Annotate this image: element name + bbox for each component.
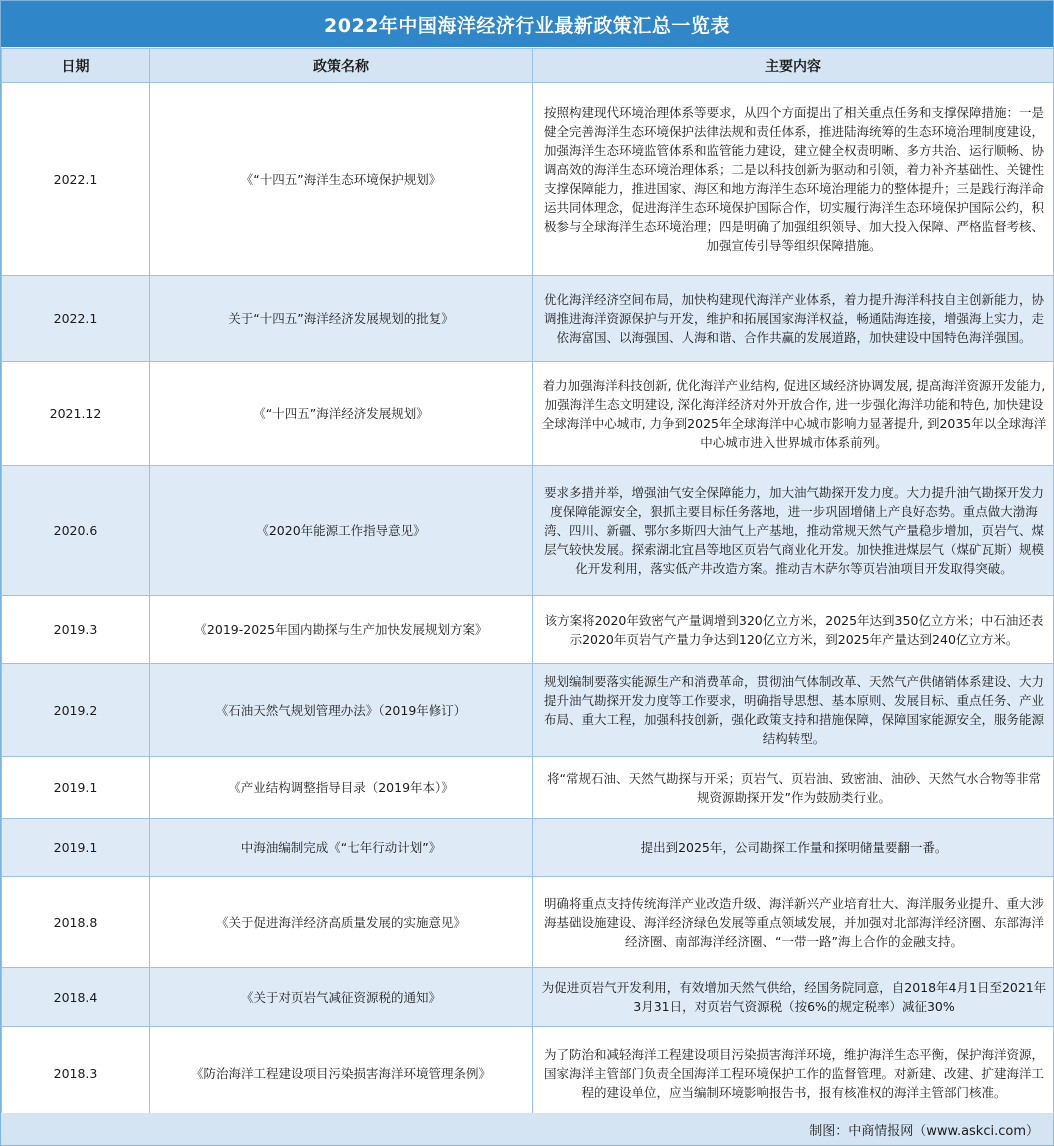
- policy-name: 《石油天然气规划管理办法》（2019年修订）: [150, 664, 533, 757]
- policy-date: 2022.1: [2, 276, 150, 362]
- policy-content: 该方案将2020年致密气产量调增到320亿立方米，2025年达到350亿立方米；中石油还表示2020年页岩气产量力争达到120亿立方米，到2025年产量达到240亿立方米。: [533, 596, 1054, 664]
- policy-content: 将“常规石油、天然气勘探与开采；页岩气、页岩油、致密油、油砂、天然气水合物等非常规资源勘探开发”作为鼓励类行业。: [533, 757, 1054, 819]
- table-row: [2, 276, 1054, 362]
- policy-date: 2018.4: [2, 968, 150, 1027]
- policy-date: 2019.1: [2, 757, 150, 819]
- column-header-policy-name: 政策名称: [150, 49, 533, 83]
- policy-date: 2019.2: [2, 664, 150, 757]
- table-row: [2, 83, 1054, 276]
- policy-name: 《2019-2025年国内勘探与生产加快发展规划方案》: [150, 596, 533, 664]
- policy-name: 《产业结构调整指导目录（2019年本）》: [150, 757, 533, 819]
- policy-content: 优化海洋经济空间布局，加快构建现代海洋产业体系，着力提升海洋科技自主创新能力，协调推进海洋资源保护与开发，维护和拓展国家海洋权益，畅通陆海连接，增强海上实力，走依海富国、以海强国、人海和谐、合作共赢的发展道路，加快建设中国特色海洋强国。: [533, 276, 1054, 362]
- policy-name: 关于“十四五”海洋经济发展规划的批复》: [150, 276, 533, 362]
- policy-name: 《关于对页岩气减征资源税的通知》: [150, 968, 533, 1027]
- table-row: [2, 466, 1054, 596]
- policy-content: 为了防治和减轻海洋工程建设项目污染损害海洋环境，维护海洋生态平衡，保护海洋资源，国家海洋主管部门负责全国海洋工程环境保护工作的监督管理。对新建、改建、扩建海洋工程的建设单位，应当编制环境影响报告书，报有核准权的海洋主管部门核准。: [533, 1027, 1054, 1120]
- table-body: [2, 83, 1054, 1120]
- policy-content: 为促进页岩气开发利用，有效增加天然气供给，经国务院同意，自2018年4月1日至2021年3月31日，对页岩气资源税（按6%的规定税率）减征30%: [533, 968, 1054, 1027]
- table-row: [2, 968, 1054, 1027]
- table-row: [2, 664, 1054, 757]
- table-row: [2, 1027, 1054, 1120]
- policy-date: 2022.1: [2, 83, 150, 276]
- policy-name: 《“十四五”海洋经济发展规划》: [150, 362, 533, 466]
- table-row: [2, 362, 1054, 466]
- policy-content: 规划编制要落实能源生产和消费革命，贯彻油气体制改革、天然气产供储销体系建设、大力提升油气勘探开发力度等工作要求，明确指导思想、基本原则、发展目标、重点任务、产业布局、重大工程，加强科技创新，强化政策支持和措施保障，保障国家能源安全，服务能源结构转型。: [533, 664, 1054, 757]
- policy-content: 按照构建现代环境治理体系等要求，从四个方面提出了相关重点任务和支撑保障措施：一是健全完善海洋生态环境保护法律法规和责任体系，推进陆海统筹的生态环境治理制度建设，加强海洋生态环境监管体系和监管能力建设，建立健全权责明晰、多方共治、运行顺畅、协调高效的海洋生态环境治理体系；二是以科技创新为驱动和引领，着力补齐基础性、关键性支撑保障能力，推进国家、海区和地方海洋生态环境治理能力的整体提升；三是践行海洋命运共同体理念，促进海洋生态环境保护国际合作，切实履行海洋生态环境保护国际公约，积极参与全球海洋生态环境治理；四是明确了加强组织领导、加大投入保障、严格监督考核、加强宣传引导等组织保障措施。: [533, 83, 1054, 276]
- policy-name: 《关于促进海洋经济高质量发展的实施意见》: [150, 877, 533, 968]
- policy-content: 着力加强海洋科技创新, 优化海洋产业结构, 促进区域经济协调发展, 提高海洋资源开发能力, 加强海洋生态文明建设, 深化海洋经济对外开放合作, 进一步强化海洋功能和特色, 加快建设全球海洋中心城市, 力争到2025年全球海洋中心城市影响力显著提升, 到2035年以全球海洋中心城市进入世界城市体系前列。: [533, 362, 1054, 466]
- policy-name: 《“十四五”海洋生态环境保护规划》: [150, 83, 533, 276]
- page-title: 2022年中国海洋经济行业最新政策汇总一览表: [1, 1, 1053, 48]
- policy-date: 2018.3: [2, 1027, 150, 1120]
- policy-table: [1, 48, 1054, 1120]
- policy-date: 2018.8: [2, 877, 150, 968]
- table-header-row: [2, 49, 1054, 83]
- table-row: [2, 877, 1054, 968]
- policy-date: 2021.12: [2, 362, 150, 466]
- table-row: [2, 596, 1054, 664]
- column-header-date: 日期: [2, 49, 150, 83]
- policy-date: 2019.1: [2, 819, 150, 877]
- policy-content: 要求多措并举，增强油气安全保障能力，加大油气勘探开发力度。大力提升油气勘探开发力度保障能源安全，狠抓主要目标任务落地，进一步巩固增储上产良好态势。重点做大渤海湾、四川、新疆、鄂尔多斯四大油气上产基地，推动常规天然气产量稳步增加，页岩气、煤层气较快发展。探索湖北宜昌等地区页岩气商业化开发。加快推进煤层气（煤矿瓦斯）规模化开发利用，落实低产井改造方案。推动吉木萨尔等页岩油项目开发取得突破。: [533, 466, 1054, 596]
- policy-date: 2019.3: [2, 596, 150, 664]
- policy-content: 明确将重点支持传统海洋产业改造升级、海洋新兴产业培育壮大、海洋服务业提升、重大涉海基础设施建设、海洋经济绿色发展等重点领域发展，并加强对北部海洋经济圈、东部海洋经济圈、南部海洋经济圈、“一带一路”海上合作的金融支持。: [533, 877, 1054, 968]
- table-row: [2, 757, 1054, 819]
- policy-name: 《防治海洋工程建设项目污染损害海洋环境管理条例》: [150, 1027, 533, 1120]
- table-row: [2, 819, 1054, 877]
- policy-name: 《2020年能源工作指导意见》: [150, 466, 533, 596]
- policy-content: 提出到2025年，公司勘探工作量和探明储量要翻一番。: [533, 819, 1054, 877]
- policy-date: 2020.6: [2, 466, 150, 596]
- source-footer: 制图：中商情报网（www.askci.com）: [1, 1113, 1053, 1145]
- policy-name: 中海油编制完成《“七年行动计划”》: [150, 819, 533, 877]
- column-header-content: 主要内容: [533, 49, 1054, 83]
